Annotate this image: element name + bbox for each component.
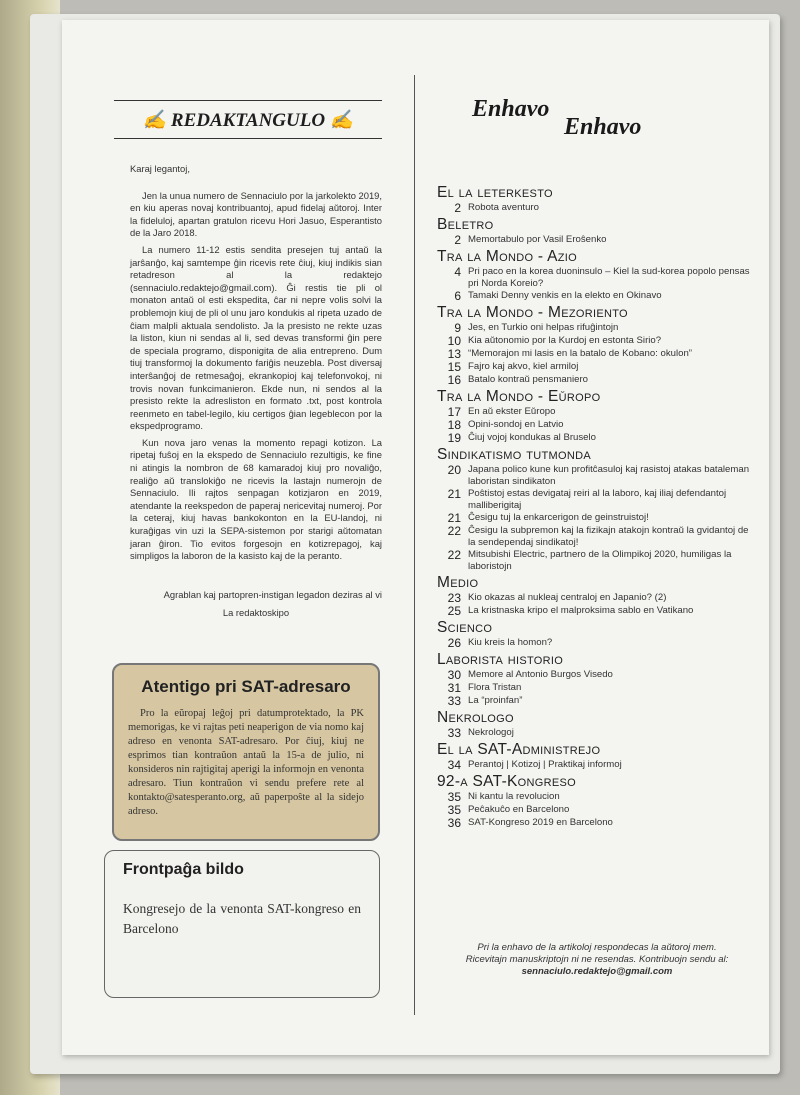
- toc-entry-title: Poŝtistoj estas devigataj reiri al la laboro, kaj iliaj defendantoj malliberigitaj: [468, 488, 727, 511]
- toc-page-number: 4: [454, 265, 461, 279]
- toc-entry: [437, 322, 757, 334]
- toc-page-number: 20: [447, 463, 461, 477]
- toc-entry: [437, 464, 757, 487]
- toc-section-heading: Tra la Mondo - Eŭropo: [437, 388, 601, 405]
- toc-entry: [437, 605, 757, 617]
- toc-entry: [437, 695, 757, 707]
- toc-entry: [437, 592, 757, 604]
- toc-page-number: 2: [454, 201, 461, 215]
- toc-page-number: 17: [447, 405, 461, 419]
- toc-page-number: 33: [447, 694, 461, 708]
- toc-entry: [437, 669, 757, 681]
- magazine-page: [62, 20, 769, 1055]
- toc-section-heading: Nekrologo: [437, 709, 514, 726]
- toc-entry-title: La “proinfan”: [468, 695, 523, 706]
- toc-page-number: 15: [447, 360, 461, 374]
- toc-page-number: 23: [447, 591, 461, 605]
- notice-box: [112, 663, 380, 841]
- toc-page-number: 33: [447, 726, 461, 740]
- toc-page-number: 16: [447, 373, 461, 387]
- toc-entry-title: Batalo kontraŭ pensmaniero: [468, 374, 588, 385]
- editorial-bottom-rule: [114, 138, 382, 139]
- toc-entry-title: Perantoj | Kotizoj | Praktikaj informoj: [468, 759, 622, 770]
- toc-entry: [437, 432, 757, 444]
- toc-entry: [437, 290, 757, 302]
- editorial-body: [130, 163, 382, 624]
- toc-entry-title: Kiu kreis la homon?: [468, 637, 553, 648]
- editorial-signature: La redaktoskipo: [222, 607, 290, 619]
- column-divider: [414, 75, 415, 1015]
- toc-section-heading: Medio: [437, 574, 479, 591]
- masthead-word-2: Enhavo: [564, 114, 642, 140]
- toc-page-number: 25: [447, 604, 461, 618]
- contents-masthead: [472, 78, 742, 138]
- editorial-greeting: Karaj legantoj,: [130, 163, 190, 174]
- notice-title: Atentigo pri SAT-adresaro: [141, 677, 351, 696]
- toc-page-number: 31: [447, 681, 461, 695]
- toc-entry: [437, 512, 757, 524]
- toc-entry: [437, 817, 757, 829]
- cover-box-title: Frontpaĝa bildo: [123, 861, 244, 878]
- toc-entry: [437, 682, 757, 694]
- toc-entry-title: Kio okazas al nukleaj centraloj en Japanio? (2): [468, 592, 667, 603]
- toc-page-number: 22: [447, 548, 461, 562]
- toc-page-number: 35: [447, 803, 461, 817]
- toc-entry-title: En aŭ ekster Eŭropo: [468, 406, 556, 417]
- toc-section-heading: El la leterkesto: [437, 184, 553, 201]
- toc-entry: [437, 791, 757, 803]
- toc-entry: [437, 727, 757, 739]
- toc-section-heading: Sindikatismo tutmonda: [437, 446, 591, 463]
- toc-page-number: 34: [447, 758, 461, 772]
- toc-page-number: 36: [447, 816, 461, 830]
- toc-entry: [437, 549, 757, 572]
- notice-text: Pro la eŭropaj leĝoj pri datumprotektado, la PK memorigas, ke vi rajtas peti neaperigon de via nomo kaj adreso en venonta SAT-adresaro. Por ĉiuj, kiuj ne esprimos tian kontraŭon antaŭ la 15-a de julio, ni konsideros nin rajtigitaj aperigi la informojn en venonta adresaro. Tiun kontraŭon vi sendu prefere rete al kontakto@satesperanto.org, aŭ paperpoŝte al la sidejo adreso.: [128, 708, 364, 817]
- toc-entry: [437, 335, 757, 347]
- toc-page-number: 21: [447, 511, 461, 525]
- toc-page-number: 13: [447, 347, 461, 361]
- toc-entry-title: Tamaki Denny venkis en la elekto en Okinavo: [468, 290, 662, 301]
- toc-entry: [437, 202, 757, 214]
- cover-image-box: [104, 850, 380, 998]
- toc-page-number: 22: [447, 524, 461, 538]
- editorial-top-rule: [114, 100, 382, 101]
- toc-entry: [437, 759, 757, 771]
- footer-email: sennaciulo.redaktejo@gmail.com: [521, 966, 673, 977]
- toc-entry: [437, 525, 757, 548]
- toc-entry-title: Japana polico kune kun profitĉasuloj kaj rasistoj atakas bataleman laboristan sindikaton: [468, 464, 750, 487]
- editorial-paragraph: La numero 11-12 estis sendita presejen tuj antaŭ la jarŝanĝo, kaj samtempe ĝin ricevis rete ĉiuj, kiuj indikis sian retadreson al la redaktejo (sennaciulo.redaktejo@gmail.com). Ĝi restis tie pli ol monaton antaŭ ol esti ekspedita, ĉar ni nepre volis solvi la problemojn kiuj de pli ol unu jaro kondukis al ripeta uzado de ĉiam malpli aktuala sendolisto. Ja la presisto ne rekte uzas la liston, kiun ni sendas al li, sed devas transformi ĝin pere de speciala programo, disponigita de alia entrepreno. Dum tiuj transformoj la dokumento fariĝis neuzebla. Post diversaj interŝanĝoj de retmesaĝoj, ekrankopioj kaj telefonvokoj, ni trovis novan funkcimanieron. Ekde nun, ni sendos al la presisto rekte la adresliston en formato .txt, post kontrola reenmeto en tabel-legilo, kiu certigos ĝian legeblecon por la ekspedprogramo.: [130, 243, 382, 432]
- toc-entry-title: Jes, en Turkio oni helpas rifuĝintojn: [468, 322, 619, 333]
- toc-section-heading: 92-a SAT-Kongreso: [437, 773, 577, 790]
- toc-entry: [437, 637, 757, 649]
- toc-entry: [437, 361, 757, 373]
- toc-page-number: 26: [447, 636, 461, 650]
- masthead-word-1: Enhavo: [472, 96, 550, 122]
- toc-entry-title: La kristnaska kripo el malproksima sablo en Vatikano: [468, 605, 694, 616]
- toc-entry: [437, 266, 757, 289]
- toc-entry-title: Ni kantu la revolucion: [468, 791, 560, 802]
- toc-entry-title: Memortabulo por Vasil Eroŝenko: [468, 234, 607, 245]
- toc-section-heading: Scienco: [437, 619, 493, 636]
- editorial-paragraph: Jen la unua numero de Sennaciulo por la jarkolekto 2019, en kiu aperas novaj kontribuantoj, apud fidelaj aŭtoroj. Inter la fideluloj, apartan gratulon ricevu Hori Jasuo, Esperantisto de la Jaro 2018.: [130, 189, 382, 239]
- toc-entry-title: Kia aŭtonomio por la Kurdoj en estonta Sirio?: [468, 335, 662, 346]
- toc-section-heading: Tra la Mondo - Mezoriento: [437, 304, 628, 321]
- toc-entry-title: Opini-sondoj en Latvio: [468, 419, 564, 430]
- toc-page-number: 18: [447, 418, 461, 432]
- toc-entry-title: Pri paco en la korea duoninsulo – Kiel la sud-korea popolo pensas pri Norda Koreio?: [468, 266, 750, 289]
- toc-entry-title: Mitsubishi Electric, partnero de la Olimpikoj 2020, humiligas la laboristojn: [468, 549, 732, 572]
- toc-page-number: 9: [454, 321, 461, 335]
- editorial-paragraph: Kun nova jaro venas la momento repagi kotizon. La ripetaj fuŝoj en la ekspedo de Sennaciulo rezultigis, ke fine ni atingis la nombron de 68 kamaradoj kiuj pro novaliĝo, realiĝo aŭ translokiĝo ne ricevis la lastajn numerojn de Sennaciulo. Ili rajtos senpagan kotizjaron en 2019, atendante la reekspedon de paperaj nericevitaj numeroj. Por la ceteraj, kiuj havas bankokonton en la EU-landoj, ni kuraĝigas vin uzi la SEPA-sistemon por starigi aŭtomatan jaran ĝiron. Tio evitos forgesojn en kotizrepagoj, kaj simpligos la laboron de la kasisto kaj de la peranto.: [130, 436, 382, 562]
- toc-entry: [437, 348, 757, 360]
- toc-entry-title: Robota aventuro: [468, 202, 539, 213]
- toc-entry-title: Ĉesigu tuj la enkarcerigon de geinstruistoj!: [468, 512, 649, 523]
- toc-entry-title: Ĉiuj vojoj kondukas al Bruselo: [468, 432, 596, 443]
- editorial-closing: Agrablan kaj partopren-instigan legadon deziras al vi: [163, 588, 382, 600]
- toc-entry-title: Ĉesigu la subpremon kaj la fizikajn atakojn kontraŭ la gvidantoj de la sendependaj sindikatoj!: [468, 525, 749, 548]
- contents-footer: [462, 942, 732, 978]
- toc-page-number: 30: [447, 668, 461, 682]
- toc-entry-title: Nekrologoj: [468, 727, 514, 738]
- toc-entry: [437, 804, 757, 816]
- toc-entry-title: Flora Tristan: [468, 682, 522, 693]
- toc-page-number: 2: [454, 233, 461, 247]
- toc-entry: [437, 234, 757, 246]
- toc-page-number: 6: [454, 289, 461, 303]
- toc-entry-title: SAT-Kongreso 2019 en Barcelono: [468, 817, 613, 828]
- toc-entry: [437, 406, 757, 418]
- toc-entry: [437, 488, 757, 511]
- toc-section-heading: Tra la Mondo - Azio: [437, 248, 578, 265]
- toc-entry-title: Fajro kaj akvo, kiel armiloj: [468, 361, 579, 372]
- toc-section-heading: Laborista historio: [437, 651, 564, 668]
- toc-entry: [437, 419, 757, 431]
- toc-page-number: 35: [447, 790, 461, 804]
- toc-entry-title: Memore al Antonio Burgos Visedo: [468, 669, 613, 680]
- toc-page-number: 21: [447, 487, 461, 501]
- footer-text: Pri la enhavo de la artikoloj respondecas la aŭtoroj mem. Ricevitajn manuskriptojn ni ne resendas. Kontribuojn sendu al:: [465, 942, 729, 965]
- table-of-contents: [437, 183, 757, 830]
- toc-entry-title: Peĉakuĉo en Barcelono: [468, 804, 570, 815]
- toc-page-number: 19: [447, 431, 461, 445]
- toc-page-number: 10: [447, 334, 461, 348]
- toc-entry: [437, 374, 757, 386]
- cover-box-text: Kongresejo de la venonta SAT-kongreso en Barcelono: [123, 901, 361, 936]
- toc-entry-title: “Memorajon mi lasis en la batalo de Kobano: okulon”: [468, 348, 692, 359]
- editorial-title: ✍ REDAKTANGULO ✍: [142, 110, 354, 131]
- toc-section-heading: El la SAT-Administrejo: [437, 741, 601, 758]
- toc-section-heading: Beletro: [437, 216, 494, 233]
